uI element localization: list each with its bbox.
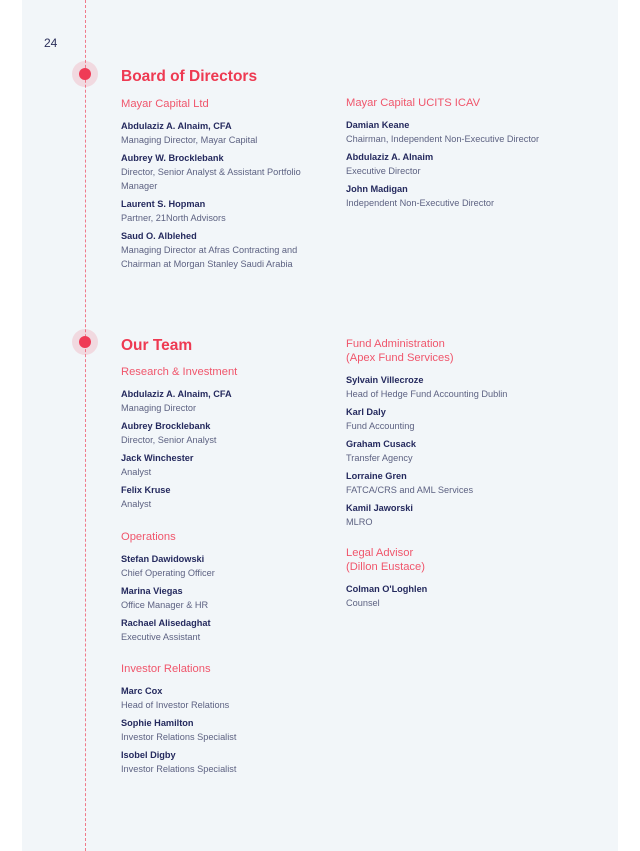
person-entry bbox=[121, 748, 331, 776]
person-role: Executive Assistant bbox=[121, 632, 201, 642]
person-entry bbox=[121, 716, 331, 744]
group-heading-line2: (Dillon Eustace) bbox=[346, 561, 425, 573]
board-group-mayar-capital bbox=[121, 97, 331, 275]
team-group-research bbox=[121, 365, 331, 515]
person-name: Lorraine Gren bbox=[346, 471, 407, 481]
person-name: Aubrey W. Brocklebank bbox=[121, 153, 224, 163]
person-role: Chief Operating Officer bbox=[121, 568, 215, 578]
person-name: Graham Cusack bbox=[346, 439, 416, 449]
person-role: Partner, 21North Advisors bbox=[121, 213, 226, 223]
person-name: Kamil Jaworski bbox=[346, 503, 413, 513]
person-entry bbox=[121, 197, 331, 225]
board-marker-dot bbox=[72, 61, 98, 87]
board-group-ucits-icav bbox=[346, 96, 566, 214]
person-role: Investor Relations Specialist bbox=[121, 764, 237, 774]
person-entry bbox=[121, 616, 331, 644]
team-group-investor-relations bbox=[121, 662, 331, 780]
person-entry bbox=[346, 182, 566, 210]
person-role: Independent Non-Executive Director bbox=[346, 198, 495, 208]
person-name: Marina Viegas bbox=[121, 586, 183, 596]
person-entry bbox=[346, 469, 566, 497]
person-name: John Madigan bbox=[346, 184, 408, 194]
person-role: Transfer Agency bbox=[346, 453, 413, 463]
group-heading: Mayar Capital Ltd bbox=[121, 98, 209, 110]
person-entry bbox=[121, 584, 331, 612]
person-name: Felix Kruse bbox=[121, 485, 171, 495]
person-role: MLRO bbox=[346, 517, 373, 527]
group-heading-line1: Fund Administration bbox=[346, 338, 445, 350]
person-role: Head of Investor Relations bbox=[121, 700, 230, 710]
person-name: Rachael Alisedaghat bbox=[121, 618, 211, 628]
page-number: 24 bbox=[44, 36, 58, 50]
person-role: Office Manager & HR bbox=[121, 600, 209, 610]
person-role: Director, Senior Analyst bbox=[121, 435, 217, 445]
person-name: Aubrey Brocklebank bbox=[121, 421, 211, 431]
person-entry bbox=[346, 501, 566, 529]
team-title: Our Team bbox=[121, 337, 193, 354]
team-marker-dot bbox=[72, 329, 98, 355]
person-role: Investor Relations Specialist bbox=[121, 732, 237, 742]
person-entry bbox=[121, 387, 331, 415]
person-role: Managing Director at Afras Contracting and Chairman at Morgan Stanley Saudi Arabia bbox=[121, 245, 298, 269]
group-heading: Mayar Capital UCITS ICAV bbox=[346, 97, 481, 109]
person-name: Abdulaziz A. Alnaim, CFA bbox=[121, 121, 232, 131]
person-entry bbox=[346, 373, 566, 401]
person-role: Analyst bbox=[121, 499, 152, 509]
person-role: Analyst bbox=[121, 467, 152, 477]
person-entry bbox=[121, 483, 331, 511]
person-entry bbox=[346, 118, 566, 146]
person-entry bbox=[346, 405, 566, 433]
group-heading-line2: (Apex Fund Services) bbox=[346, 352, 454, 364]
person-name: Jack Winchester bbox=[121, 453, 194, 463]
person-name: Karl Daly bbox=[346, 407, 386, 417]
team-group-fund-administration bbox=[346, 337, 566, 533]
person-name: Abdulaziz A. Alnaim bbox=[346, 152, 434, 162]
person-role: Chairman, Independent Non-Executive Director bbox=[346, 134, 540, 144]
person-role: Director, Senior Analyst & Assistant Portfolio Manager bbox=[121, 167, 301, 191]
person-entry bbox=[346, 437, 566, 465]
person-entry bbox=[121, 419, 331, 447]
group-heading bbox=[346, 337, 566, 365]
person-entry bbox=[121, 552, 331, 580]
group-heading: Operations bbox=[121, 531, 176, 543]
person-role: Head of Hedge Fund Accounting Dublin bbox=[346, 389, 508, 399]
person-name: Abdulaziz A. Alnaim, CFA bbox=[121, 389, 232, 399]
person-name: Stefan Dawidowski bbox=[121, 554, 205, 564]
person-entry bbox=[121, 451, 331, 479]
person-entry bbox=[121, 151, 331, 193]
team-group-operations bbox=[121, 530, 331, 648]
person-role: Executive Director bbox=[346, 166, 421, 176]
person-role: Fund Accounting bbox=[346, 421, 415, 431]
person-entry bbox=[346, 582, 566, 610]
group-heading: Research & Investment bbox=[121, 366, 238, 378]
person-role: Managing Director bbox=[121, 403, 197, 413]
board-title: Board of Directors bbox=[121, 68, 258, 85]
person-role: FATCA/CRS and AML Services bbox=[346, 485, 474, 495]
group-heading-line1: Legal Advisor bbox=[346, 547, 414, 559]
person-name: Colman O'Loghlen bbox=[346, 584, 428, 594]
person-name: Damian Keane bbox=[346, 120, 410, 130]
person-name: Sophie Hamilton bbox=[121, 718, 194, 728]
person-name: Saud O. Alblehed bbox=[121, 231, 197, 241]
group-heading bbox=[346, 546, 566, 574]
person-role: Counsel bbox=[346, 598, 380, 608]
team-group-legal-advisor bbox=[346, 546, 566, 614]
person-entry bbox=[121, 119, 331, 147]
timeline-line bbox=[85, 0, 86, 851]
person-role: Managing Director, Mayar Capital bbox=[121, 135, 258, 145]
person-name: Sylvain Villecroze bbox=[346, 375, 424, 385]
person-entry bbox=[121, 684, 331, 712]
person-entry bbox=[121, 229, 331, 271]
person-name: Isobel Digby bbox=[121, 750, 176, 760]
person-entry bbox=[346, 150, 566, 178]
group-heading: Investor Relations bbox=[121, 663, 211, 675]
person-name: Laurent S. Hopman bbox=[121, 199, 206, 209]
person-name: Marc Cox bbox=[121, 686, 163, 696]
